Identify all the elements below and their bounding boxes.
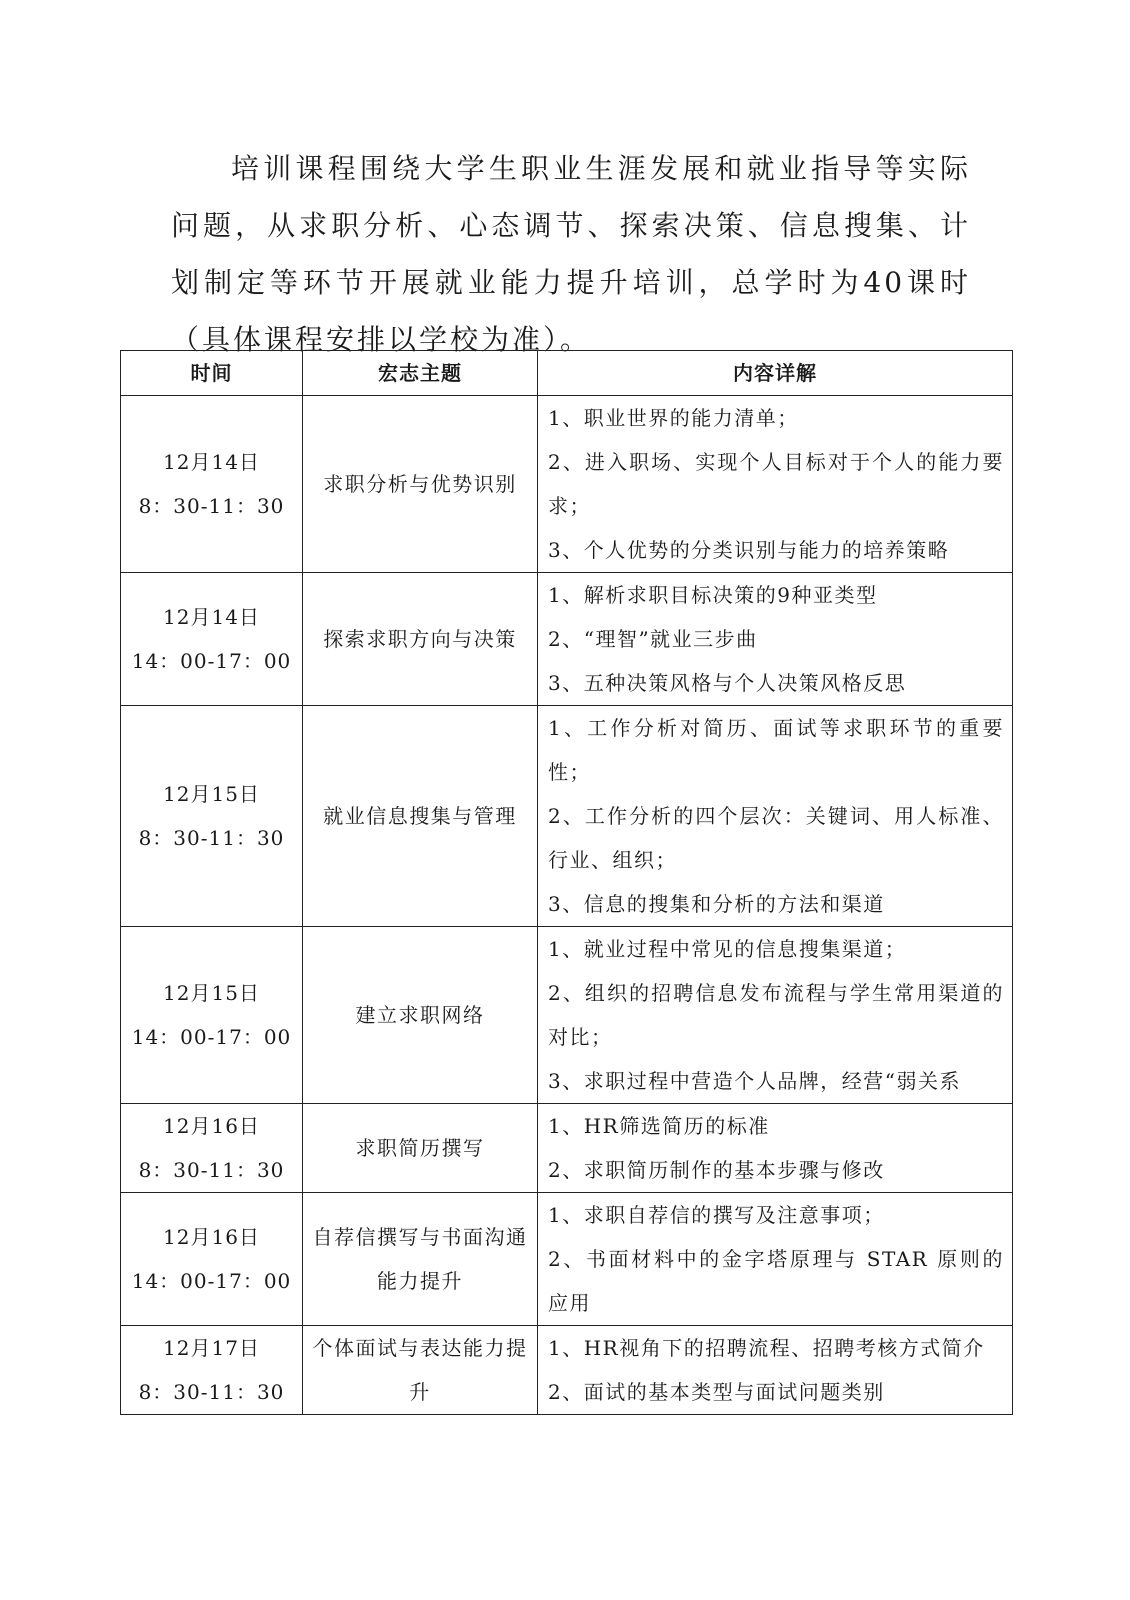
- time-range-text: 14：00-17：00: [131, 649, 292, 673]
- detail-cell: [538, 706, 1013, 927]
- schedule-table: [120, 350, 1013, 1415]
- time-cell: [121, 396, 303, 573]
- topic-cell: 就业信息搜集与管理: [303, 706, 538, 927]
- date-text: 12月14日: [163, 605, 260, 629]
- detail-item: 1、职业世界的能力清单；: [548, 406, 799, 430]
- detail-item: 2、“理智”就业三步曲: [548, 627, 758, 651]
- detail-cell: [538, 573, 1013, 706]
- time-range-text: 8：30-11：30: [138, 1380, 285, 1404]
- detail-cell: [538, 1326, 1013, 1415]
- detail-item: 1、解析求职目标决策的9种亚类型: [548, 583, 878, 607]
- detail-item: 2、工作分析的四个层次：关键词、用人标准、行业、组织；: [548, 804, 1004, 872]
- detail-item: 1、工作分析对简历、面试等求职环节的重要性；: [548, 716, 1004, 784]
- topic-cell: 建立求职网络: [303, 927, 538, 1104]
- detail-cell: [538, 1193, 1013, 1326]
- time-range-text: 14：00-17：00: [131, 1025, 292, 1049]
- table-row: [121, 396, 1013, 573]
- detail-item: 2、书面材料中的金字塔原理与 STAR 原则的应用: [548, 1247, 1004, 1315]
- table-row: [121, 1326, 1013, 1415]
- topic-cell: 探索求职方向与决策: [303, 573, 538, 706]
- detail-item: 3、求职过程中营造个人品牌，经营“弱关系: [548, 1069, 961, 1093]
- time-cell: [121, 1193, 303, 1326]
- detail-item: 1、就业过程中常见的信息搜集渠道；: [548, 937, 907, 961]
- time-range-text: 8：30-11：30: [138, 1158, 285, 1182]
- header-time: 时间: [121, 351, 303, 396]
- detail-item: 2、求职简历制作的基本步骤与修改: [548, 1158, 885, 1182]
- detail-item: 3、个人优势的分类识别与能力的培养策略: [548, 538, 950, 562]
- detail-item: 2、进入职场、实现个人目标对于个人的能力要求；: [548, 450, 1004, 518]
- detail-item: 2、组织的招聘信息发布流程与学生常用渠道的对比；: [548, 981, 1004, 1049]
- time-range-text: 8：30-11：30: [138, 494, 285, 518]
- topic-cell: 自荐信撰写与书面沟通能力提升: [303, 1193, 538, 1326]
- topic-cell: 求职分析与优势识别: [303, 396, 538, 573]
- detail-item: 1、求职自荐信的撰写及注意事项；: [548, 1203, 885, 1227]
- intro-paragraph: 培训课程围绕大学生职业生涯发展和就业指导等实际问题，从求职分析、心态调节、探索决策、信息搜集、计划制定等环节开展就业能力提升培训，总学时为40课时（具体课程安排以学校为准）。: [171, 152, 971, 356]
- topic-cell: 个体面试与表达能力提升: [303, 1326, 538, 1415]
- date-text: 12月17日: [163, 1336, 260, 1360]
- date-text: 12月15日: [163, 981, 260, 1005]
- time-cell: [121, 1326, 303, 1415]
- time-cell: [121, 1104, 303, 1193]
- time-cell: [121, 927, 303, 1104]
- header-topic: 宏志主题: [303, 351, 538, 396]
- detail-item: 3、五种决策风格与个人决策风格反思: [548, 671, 907, 695]
- detail-cell: [538, 1104, 1013, 1193]
- table-row: [121, 1193, 1013, 1326]
- date-text: 12月16日: [163, 1225, 260, 1249]
- time-range-text: 14：00-17：00: [131, 1269, 292, 1293]
- detail-item: 1、HR视角下的招聘流程、招聘考核方式简介: [548, 1336, 985, 1360]
- detail-cell: [538, 927, 1013, 1104]
- header-detail: 内容详解: [538, 351, 1013, 396]
- table-row: [121, 706, 1013, 927]
- table-row: [121, 1104, 1013, 1193]
- topic-cell: 求职简历撰写: [303, 1104, 538, 1193]
- table-row: [121, 927, 1013, 1104]
- detail-item: 1、HR筛选简历的标准: [548, 1114, 770, 1138]
- time-cell: [121, 573, 303, 706]
- time-cell: [121, 706, 303, 927]
- table-header-row: [121, 351, 1013, 396]
- table-row: [121, 573, 1013, 706]
- detail-item: 2、面试的基本类型与面试问题类别: [548, 1380, 885, 1404]
- time-range-text: 8：30-11：30: [138, 826, 285, 850]
- date-text: 12月15日: [163, 782, 260, 806]
- date-text: 12月16日: [163, 1114, 260, 1138]
- date-text: 12月14日: [163, 450, 260, 474]
- detail-cell: [538, 396, 1013, 573]
- detail-item: 3、信息的搜集和分析的方法和渠道: [548, 892, 885, 916]
